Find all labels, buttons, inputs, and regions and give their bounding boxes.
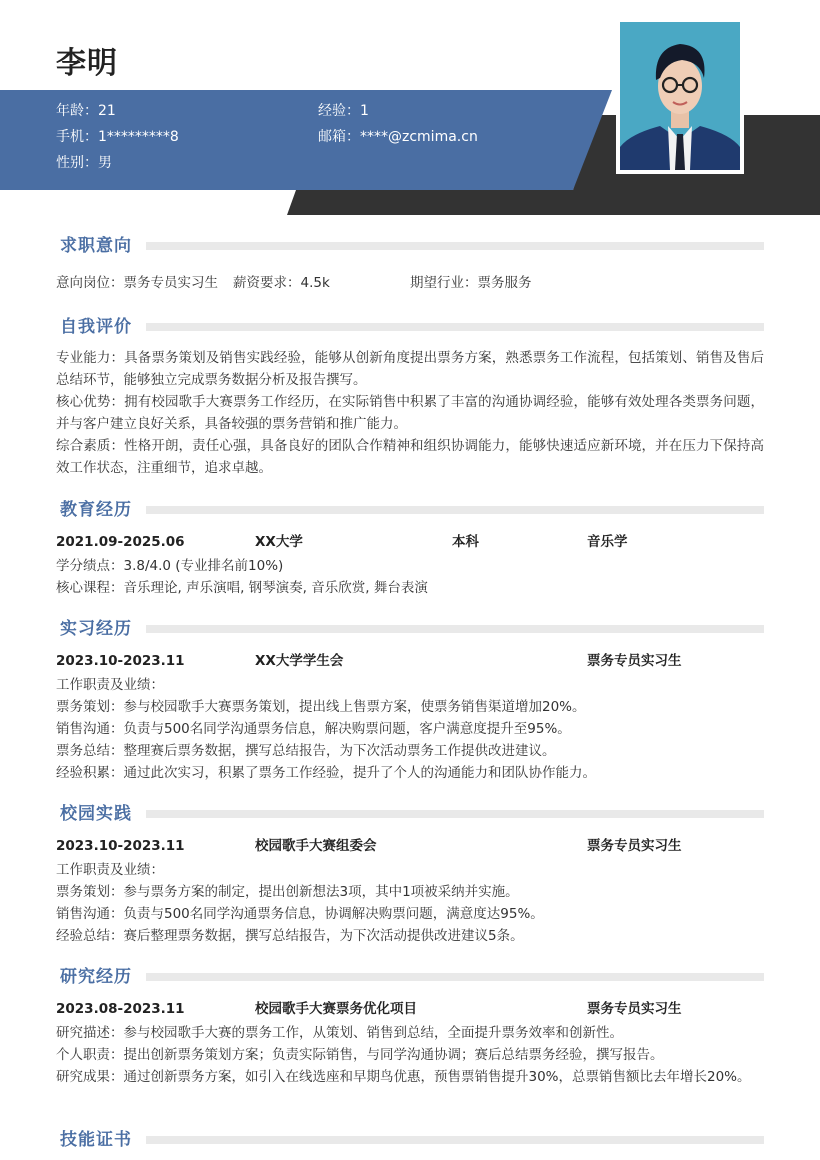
section-header — [56, 497, 764, 523]
research-project: 校园歌手大赛票务优化项目 — [255, 1001, 417, 1017]
self-eval-paragraph: 综合素质：性格开朗，责任心强，具备良好的团队合作精神和组织协调能力，能够快速适应新环境，并在压力下保持高效工作状态，注重细节，追求卓越。 — [56, 438, 764, 476]
section-title: 求职意向 — [60, 236, 132, 256]
section-research — [56, 964, 764, 1088]
gender-label: 性别： — [56, 155, 98, 171]
education-detail: 核心课程：音乐理论, 声乐演唱, 钢琴演奏, 音乐欣赏, 舞台表演 — [56, 580, 428, 596]
section-skills-certificates — [56, 1127, 764, 1153]
info-experience — [318, 98, 478, 124]
research-detail: 个人职责：提出创新票务策划方案；负责实际销售，与同学沟通协调；赛后总结票务经验，撰写报告。 — [56, 1047, 664, 1063]
section-header — [56, 314, 764, 340]
section-divider-bar — [146, 625, 764, 633]
section-header — [56, 233, 764, 259]
section-header — [56, 1127, 764, 1153]
section-self-evaluation — [56, 314, 764, 479]
experience-value: 1 — [360, 103, 369, 119]
experience-label: 经验： — [318, 103, 360, 119]
section-divider-bar — [146, 973, 764, 981]
section-internship — [56, 616, 764, 784]
section-divider-bar — [146, 242, 764, 250]
internship-date: 2023.10-2023.11 — [56, 653, 185, 669]
research-role: 票务专员实习生 — [587, 1001, 682, 1017]
resume-header — [0, 0, 820, 220]
info-gender — [56, 150, 179, 176]
section-divider-bar — [146, 810, 764, 818]
campus-detail: 销售沟通：负责与500名同学沟通票务信息，协调解决购票问题，满意度达95%。 — [56, 906, 544, 922]
campus-detail: 工作职责及业绩： — [56, 862, 164, 878]
section-header — [56, 616, 764, 642]
research-entry-header — [56, 996, 764, 1022]
section-divider-bar — [146, 323, 764, 331]
self-eval-paragraph: 专业能力：具备票务策划及销售实践经验，能够从创新角度提出票务方案，熟悉票务工作流程，包括策划、销售及售后总结环节，能够独立完成票务数据分析及报告撰写。 — [56, 350, 764, 388]
education-date: 2021.09-2025.06 — [56, 534, 185, 550]
self-eval-body — [56, 347, 764, 479]
email-value: ****@zcmima.cn — [360, 129, 478, 145]
section-title: 实习经历 — [60, 619, 132, 639]
info-age — [56, 98, 179, 124]
candidate-name: 李明 — [56, 46, 118, 81]
portrait-photo-icon — [620, 22, 740, 170]
email-label: 邮箱： — [318, 129, 360, 145]
intent-salary: 薪资要求：4.5k — [233, 275, 330, 291]
section-education — [56, 497, 764, 599]
campus-detail: 票务策划：参与票务方案的制定，提出创新想法3项，其中1项被采纳并实施。 — [56, 884, 519, 900]
basic-info-right — [318, 98, 478, 150]
education-major: 音乐学 — [587, 534, 628, 550]
internship-entry-header — [56, 648, 764, 674]
info-email — [318, 124, 478, 150]
phone-value: 1*********8 — [98, 129, 179, 145]
section-title: 自我评价 — [60, 317, 132, 337]
internship-detail: 票务策划：参与校园歌手大赛票务策划，提出线上售票方案，使票务销售渠道增加20%。 — [56, 699, 586, 715]
education-school: XX大学 — [255, 534, 303, 550]
research-detail: 研究描述：参与校园歌手大赛的票务工作，从策划、销售到总结，全面提升票务效率和创新性。 — [56, 1025, 623, 1041]
profile-photo — [616, 19, 744, 174]
section-divider-bar — [146, 1136, 764, 1144]
intent-position: 意向岗位：票务专员实习生 — [56, 275, 218, 291]
phone-label: 手机： — [56, 129, 98, 145]
campus-date: 2023.10-2023.11 — [56, 838, 185, 854]
person-silhouette-icon — [620, 22, 740, 170]
age-value: 21 — [98, 103, 116, 119]
section-title: 研究经历 — [60, 967, 132, 987]
info-phone — [56, 124, 179, 150]
section-job-intent — [56, 233, 764, 294]
education-entry-header — [56, 529, 764, 555]
section-title: 教育经历 — [60, 500, 132, 520]
campus-role: 票务专员实习生 — [587, 838, 682, 854]
internship-org: XX大学学生会 — [255, 653, 344, 669]
section-title: 技能证书 — [60, 1130, 132, 1150]
research-detail: 研究成果：通过创新票务方案，如引入在线选座和早期鸟优惠，预售票销售提升30%，总票销售额比去年增长20%。 — [56, 1069, 751, 1085]
education-detail: 学分绩点：3.8/4.0 (专业排名前10%) — [56, 558, 284, 574]
intent-industry: 期望行业：票务服务 — [410, 275, 532, 291]
campus-entry-header — [56, 833, 764, 859]
section-header — [56, 964, 764, 990]
section-header — [56, 801, 764, 827]
internship-role: 票务专员实习生 — [587, 653, 682, 669]
age-label: 年龄： — [56, 103, 98, 119]
intent-row — [56, 272, 764, 294]
research-date: 2023.08-2023.11 — [56, 1001, 185, 1017]
campus-detail: 经验总结：赛后整理票务数据，撰写总结报告，为下次活动提供改进建议5条。 — [56, 928, 524, 944]
education-degree: 本科 — [452, 534, 479, 550]
internship-detail: 票务总结：整理赛后票务数据，撰写总结报告，为下次活动票务工作提供改进建议。 — [56, 743, 556, 759]
gender-value: 男 — [98, 155, 112, 171]
basic-info-left — [56, 98, 179, 176]
section-campus-practice — [56, 801, 764, 947]
self-eval-paragraph: 核心优势：拥有校园歌手大赛票务工作经历，在实际销售中积累了丰富的沟通协调经验，能够有效处理各类票务问题，并与客户建立良好关系，具备较强的票务营销和推广能力。 — [56, 394, 764, 432]
section-divider-bar — [146, 506, 764, 514]
internship-detail: 经验积累：通过此次实习，积累了票务工作经验，提升了个人的沟通能力和团队协作能力。 — [56, 765, 596, 781]
campus-org: 校园歌手大赛组委会 — [255, 838, 377, 854]
internship-detail: 销售沟通：负责与500名同学沟通票务信息，解决购票问题，客户满意度提升至95%。 — [56, 721, 571, 737]
section-title: 校园实践 — [60, 804, 132, 824]
internship-detail: 工作职责及业绩： — [56, 677, 164, 693]
